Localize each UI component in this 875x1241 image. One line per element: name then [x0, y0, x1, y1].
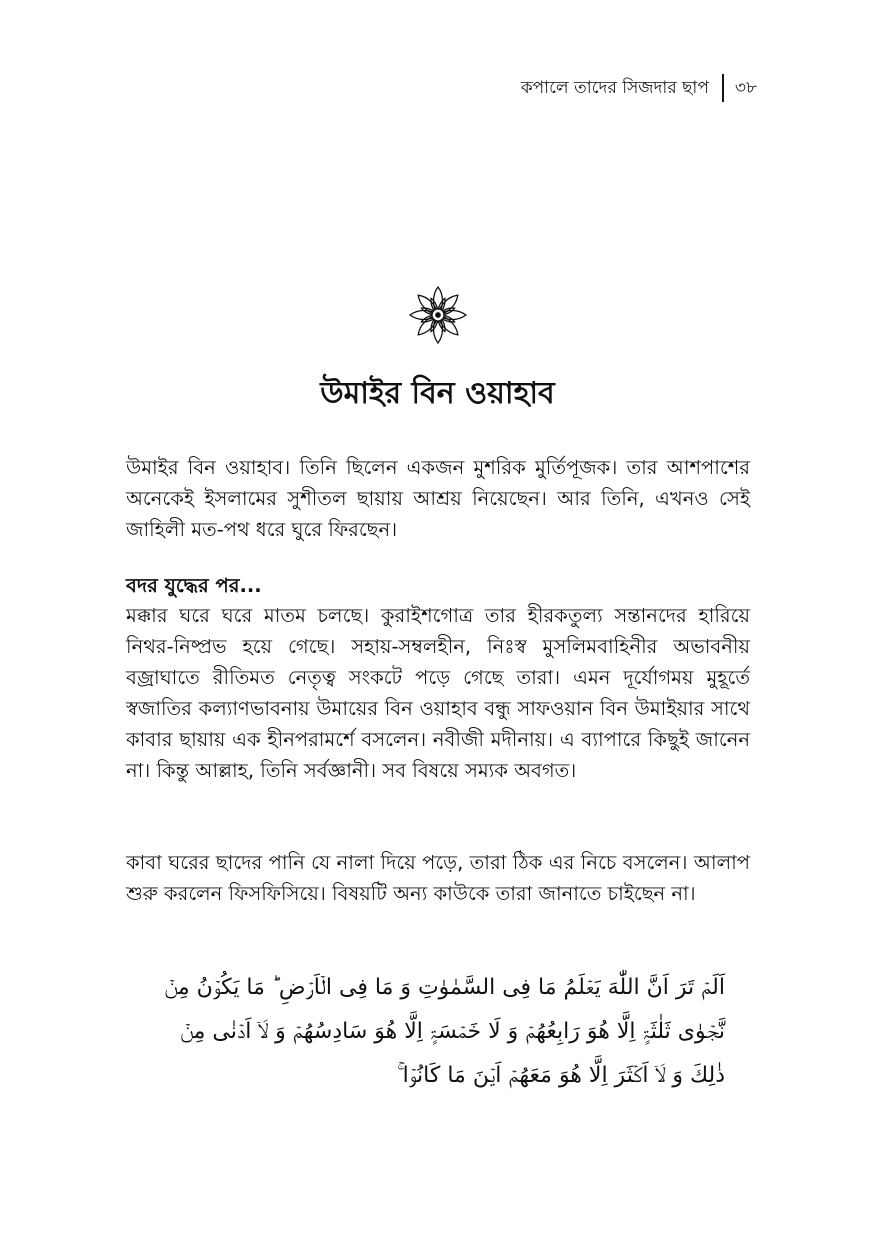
section-heading: বদর যুদ্ধের পর...: [126, 574, 262, 597]
quran-verse: اَلَمۡ تَرَ اَنَّ اللّٰهَ یَعۡلَمُ مَا فِی السَّمٰوٰتِ وَ مَا فِی الۡاَرۡضِ ؕ مَا یَكُوۡنُ مِنۡ نَّجۡوٰی ثَلٰثَۃٍ اِلَّا هُوَ رَابِعُهُمۡ وَ لَا خَمۡسَۃٍ اِلَّا هُوَ سَادِسُهُمۡ وَ لَاۤ اَدۡنٰی مِنۡ ذٰلِكَ وَ لَاۤ اَكۡثَرَ اِلَّا هُوَ مَعَهُمۡ اَیۡنَ مَا كَانُوۡا ۚ: [164, 975, 725, 1088]
page-number: ৩৮: [734, 78, 757, 98]
kaaba-paragraph: কাবা ঘরের ছাদের পানি যে নালা দিয়ে পড়ে, তারা ঠিক এর নিচে বসলেন। আলাপ শুরু করলেন ফিসফিসিয়ে। বিষয়টি অন্য কাউকে তারা জানাতে চাইছেন না।: [126, 851, 750, 905]
running-header: [521, 74, 757, 102]
flower-ornament-icon: [408, 285, 468, 345]
book-title: কপালে তাদের সিজদার ছাপ: [520, 78, 709, 98]
badr-paragraph: মক্কার ঘরে ঘরে মাতম চলছে। কুরাইশগোত্র তার হীরকতুল্য সন্তানদের হারিয়ে নিথর-নিষ্প্রভ হয়ে গেছে। সহায়-সম্বলহীন, নিঃস্ব মুসলিমবাহিনীর অভাবনীয় বজ্রাঘাতে রীতিমত নেতৃত্ব সংকটে পড়ে গেছে তারা। এমন দূর্যোগময় মুহূর্তে স্বজাতির কল্যাণভাবনায় উমায়ের বিন ওয়াহাব বন্ধু সাফওয়ান বিন উমাইয়ার সাথে কাবার ছায়ায় এক হীনপরামর্শে বসলেন। নবীজী মদীনায়। এ ব্যাপারে কিছুই জানেন না। কিন্তু আল্লাহ, তিনি সর্বজ্ঞানী। সব বিষয়ে সম্যক অবগত।: [126, 604, 750, 782]
header-divider: [722, 74, 724, 102]
chapter-title: উমাইর বিন ওয়াহাব: [320, 376, 555, 411]
intro-paragraph: উমাইর বিন ওয়াহাব। তিনি ছিলেন একজন মুশরিক মুর্তিপূজক। তার আশপাশের অনেকেই ইসলামের সুশীতল ছায়ায় আশ্রয় নিয়েছেন। আর তিনি, এখনও সেই জাহিলী মত-পথ ধরে ঘুরে ফিরছেন।: [126, 456, 750, 541]
